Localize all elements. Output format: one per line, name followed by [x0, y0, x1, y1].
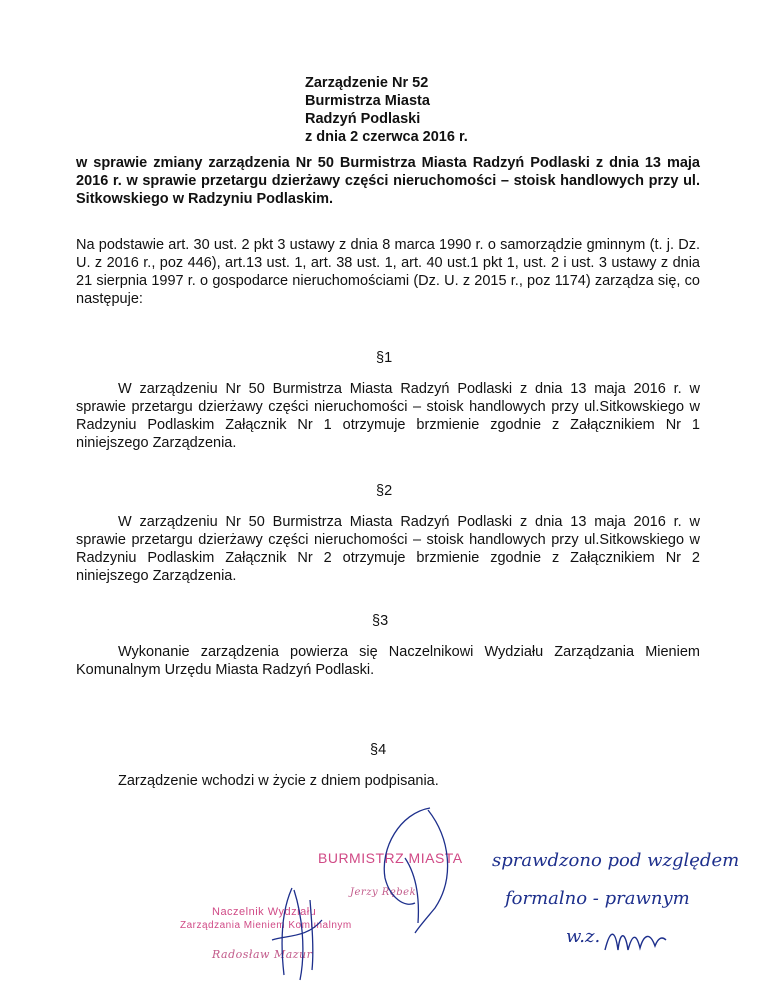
- head-stamp-title-1: Naczelnik Wydziału: [212, 906, 317, 918]
- head-signature: [262, 880, 332, 990]
- mayor-stamp-name: Jerzy Rębek: [350, 887, 417, 898]
- handwritten-note-line-3: w.z.: [566, 926, 601, 947]
- section-3-body: Wykonanie zarządzenia powierza się Naczelnikowi Wydziału Zarządzania Mieniem Komunalnym Urzędu Miasta Radzyń Podlaski.: [76, 644, 700, 678]
- section-4-body: Zarządzenie wchodzi w życie z dniem podpisania.: [118, 773, 439, 789]
- document-title: [305, 74, 468, 146]
- title-line-2: Burmistrza Miasta: [305, 93, 430, 109]
- section-4-heading: §4: [370, 742, 387, 758]
- section-1-body: W zarządzeniu Nr 50 Burmistrza Miasta Radzyń Podlaski z dnia 13 maja 2016 r. w sprawie przetargu dzierżawy części nieruchomości – stoisk handlowych przy ul.Sitkowskiego w Radzyniu Podlaskim Załącznik Nr 1 otrzymuje brzmienie zgodnie z Załącznikiem Nr 1 niniejszego Zarządzenia.: [76, 381, 700, 451]
- handwritten-note-line-2: formalno - prawnym: [505, 888, 690, 909]
- section-3-heading: §3: [372, 613, 389, 629]
- section-1-heading: §1: [376, 350, 393, 366]
- head-stamp-title-2: Zarządzania Mieniem Komunalnym: [180, 920, 352, 931]
- section-2-heading: §2: [376, 483, 393, 499]
- title-line-1: Zarządzenie Nr 52: [305, 75, 429, 91]
- section-2-body: W zarządzeniu Nr 50 Burmistrza Miasta Radzyń Podlaski z dnia 13 maja 2016 r. w sprawie przetargu dzierżawy części nieruchomości – stoisk handlowych przy ul.Sitkowskiego w Radzyniu Podlaskim Załącznik Nr 2 otrzymuje brzmienie zgodnie z Załącznikiem Nr 2 niniejszego Zarządzenia.: [76, 514, 700, 584]
- mayor-signature: [360, 798, 470, 938]
- handwritten-note-signature: [600, 920, 670, 960]
- title-line-3: Radzyń Podlaski: [305, 111, 421, 127]
- document-subject: w sprawie zmiany zarządzenia Nr 50 Burmistrza Miasta Radzyń Podlaski z dnia 13 maja 2016 r. w sprawie przetargu dzierżawy części nieruchomości – stoisk handlowych przy ul. Sitkowskiego w Radzyniu Podlaskim.: [76, 155, 700, 207]
- title-line-4: z dnia 2 czerwca 2016 r.: [305, 129, 468, 145]
- legal-basis-paragraph: Na podstawie art. 30 ust. 2 pkt 3 ustawy z dnia 8 marca 1990 r. o samorządzie gminnym (t. j. Dz. U. z 2016 r., poz 446), art.13 ust. 1, art. 38 ust. 1, art. 40 ust.1 pkt 1, ust. 2 i ust. 3 ustawy z dnia 21 sierpnia 1997 r. o gospodarce nieruchomościami (Dz. U. z 2015 r., poz 1174) zarządza się, co następuje:: [76, 237, 700, 307]
- mayor-stamp-title: BURMISTRZ MIASTA: [318, 850, 463, 866]
- handwritten-note-line-1: sprawdzono pod względem: [492, 850, 740, 871]
- head-stamp-name: Radosław Mazur: [212, 948, 313, 961]
